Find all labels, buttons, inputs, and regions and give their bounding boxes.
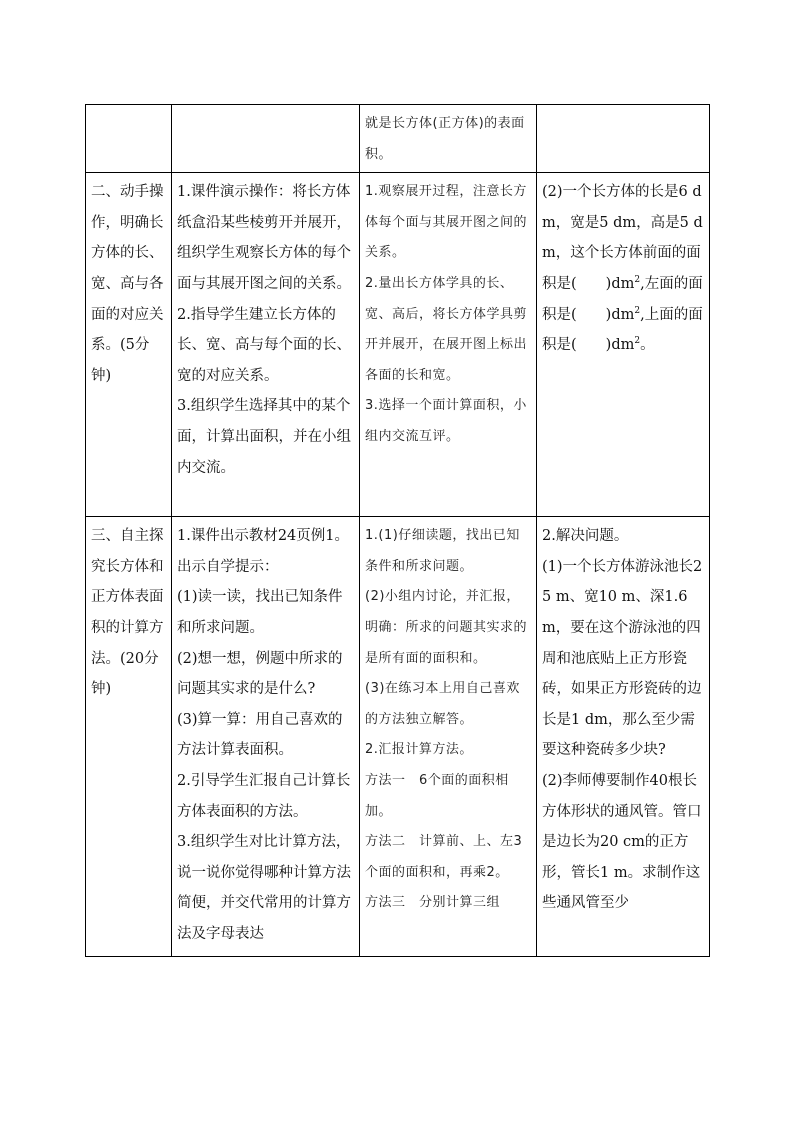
- teacher-step: (1)读一读，找出已知条件和所求问题。: [177, 589, 343, 636]
- teacher-step: 1.课件演示操作：将长方体纸盒沿某些棱剪开并展开，组织学生观察长方体的每个面与其展开图之间的关系。: [177, 184, 351, 292]
- teacher-step: 3.组织学生对比计算方法，说一说你觉得哪种计算方法简便，并交代常用的计算方法及字母表达: [177, 834, 351, 942]
- exercise-text: 2.解决问题。: [542, 528, 629, 545]
- stage-cell: [86, 517, 172, 957]
- lesson-plan-table: [85, 104, 710, 957]
- teacher-step: 2.指导学生建立长方体的长、宽、高与每个面的长、宽的对应关系。: [177, 306, 351, 384]
- stage-cell: [86, 105, 172, 173]
- student-activity-text: 就是长方体(正方体)的表面积。: [365, 116, 525, 162]
- exercise-cell: [537, 105, 710, 173]
- student-step: 2.汇报计算方法。: [365, 742, 473, 758]
- student-step: 1.观察展开过程，注意长方体每个面与其展开图之间的关系。: [365, 184, 528, 261]
- student-step: (2)小组内讨论，并汇报，明确：所求的问题其实求的是所有面的面积和。: [365, 589, 528, 666]
- table-row: [86, 173, 710, 517]
- table-row: [86, 517, 710, 957]
- student-step: 1.(1)仔细读题，找出已知条件和所求问题。: [365, 528, 520, 574]
- teacher-step: (2)想一想，例题中所求的问题其实求的是什么?: [177, 650, 343, 698]
- teacher-step: (3)算一算：用自己喜欢的方法计算表面积。: [177, 711, 343, 759]
- stage-text: 三、自主探究长方体和正方体表面积的计算方法。(20分钟): [91, 528, 164, 698]
- table-row: [86, 105, 710, 173]
- exercise-text: (2)李师傅要制作40根长方体形状的通风管。管口是边长为20 cm的正方形，管长1 m。求制作这些通风管至少: [542, 772, 702, 912]
- student-step: (3)在练习本上用自己喜欢的方法独立解答。: [365, 681, 520, 727]
- student-step: 2.量出长方体学具的长、宽、高后，将长方体学具剪开并展开，在展开图上标出各面的长和宽。: [365, 275, 528, 383]
- teacher-step: 1.课件出示教材24页例1。出示自学提示：: [177, 528, 350, 575]
- student-step: 方法一 6个面的面积相加。: [365, 772, 509, 819]
- stage-text: 二、动手操作，明确长方体的长、宽、高与各面的对应关系。(5分钟): [91, 184, 164, 384]
- exercise-cell: [537, 173, 710, 517]
- student-step: 3.选择一个面计算面积，小组内交流互评。: [365, 398, 527, 444]
- exercise-text: (2)一个长方体的长是6 dm，宽是5 dm，高是5 dm，这个长方体前面的面积是( )$dm^2$,左面的面积是( )$dm^2$,上面的面积是( )$dm^2$。: [542, 184, 703, 354]
- student-step: 方法二 计算前、上、左3个面的面积和，再乘2。: [365, 834, 523, 880]
- exercise-cell: [537, 517, 710, 957]
- teacher-activity-cell: [172, 517, 360, 957]
- student-activity-cell: [360, 517, 537, 957]
- teacher-step: 3.组织学生选择其中的某个面，计算出面积，并在小组内交流。: [177, 398, 351, 476]
- student-activity-cell: [360, 173, 537, 517]
- teacher-activity-cell: [172, 173, 360, 517]
- exercise-text: (1)一个长方体游泳池长25 m、宽10 m、深1.6 m，要在这个游泳池的四周和池底贴上正方形瓷砖，如果正方形瓷砖的边长是1 dm，那么至少需要这种瓷砖多少块?: [542, 558, 703, 759]
- teacher-step: 2.引导学生汇报自己计算长方体表面积的方法。: [177, 772, 351, 820]
- teacher-activity-cell: [172, 105, 360, 173]
- student-activity-cell: [360, 105, 537, 173]
- student-step: 方法三 分别计算三组: [365, 895, 501, 911]
- stage-cell: [86, 173, 172, 517]
